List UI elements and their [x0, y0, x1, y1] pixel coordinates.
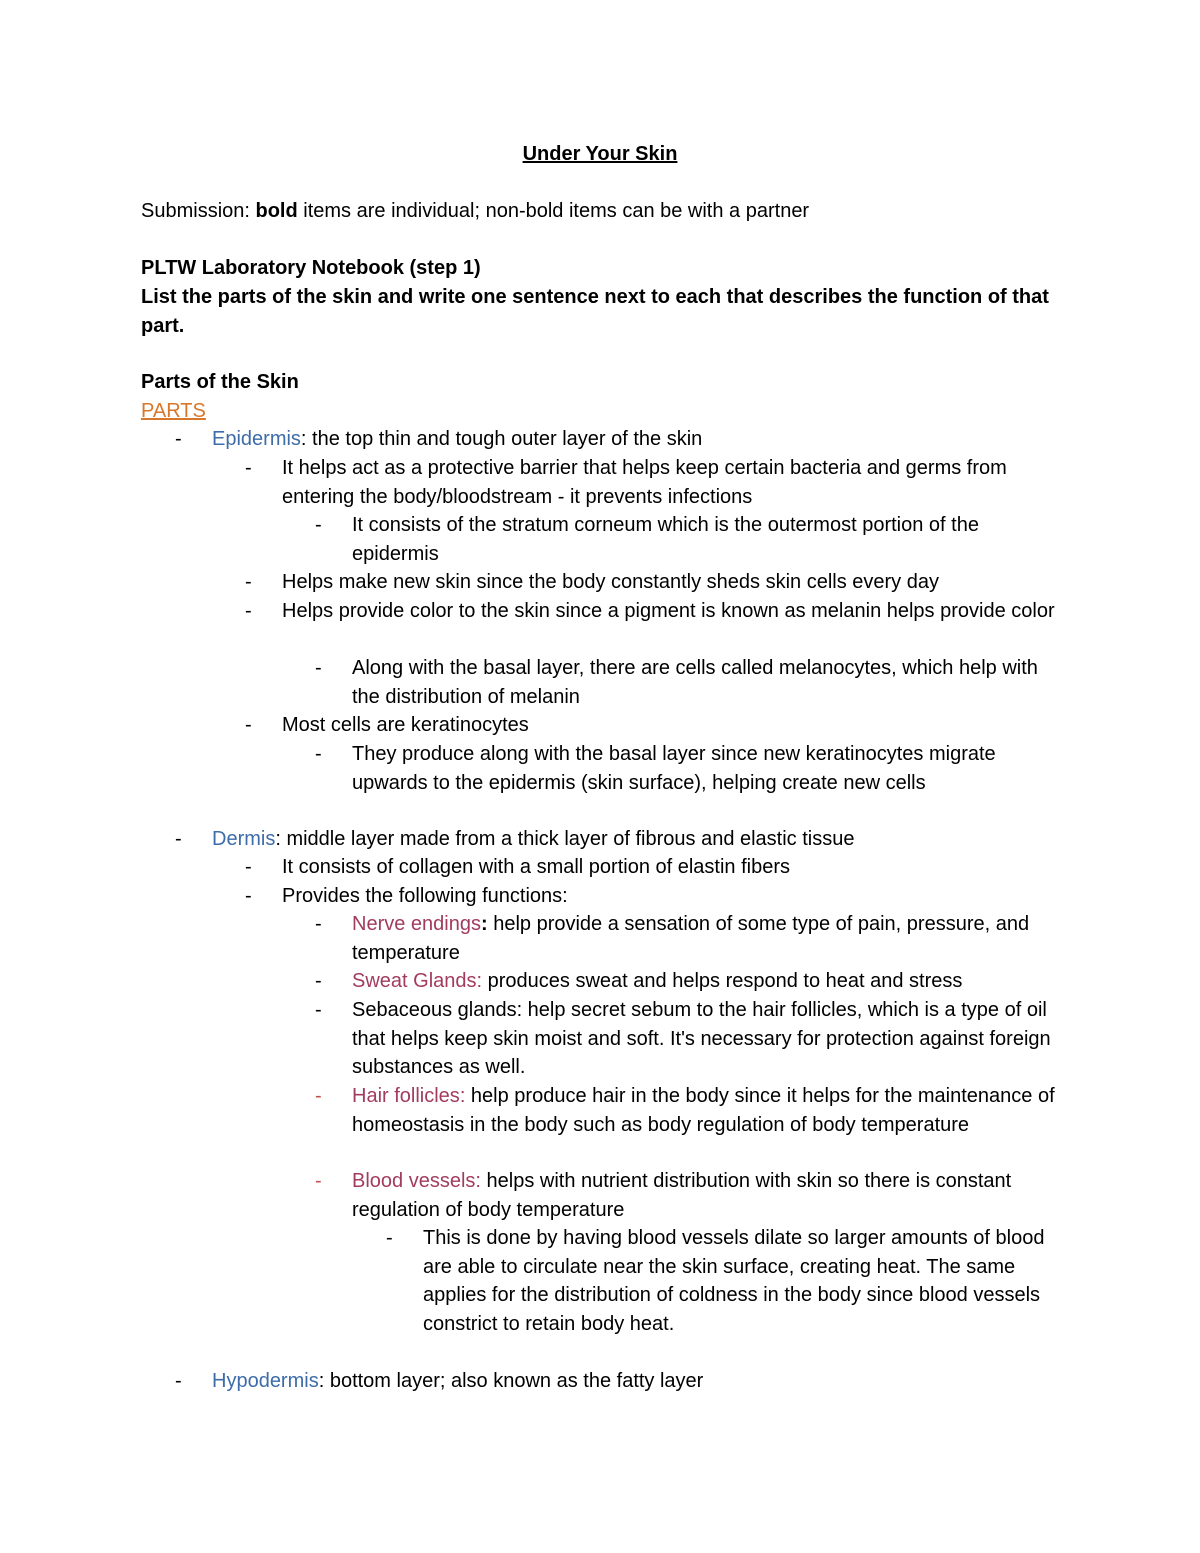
bullet-dash: -	[245, 571, 252, 593]
blood-vessels-desc: helps with nutrient distribution with skin so there is constant regulation of body temperature	[352, 1170, 1012, 1221]
dermis-point-1: It consists of collagen with a small portion of elastin fibers	[282, 856, 791, 878]
nerve-endings-term: Nerve endings	[352, 913, 481, 935]
dermis-desc: : middle layer made from a thick layer of fibrous and elastic tissue	[275, 828, 855, 850]
bullet-dash: -	[175, 1370, 182, 1392]
dermis-term: Dermis	[212, 828, 276, 850]
nerve-endings-desc: help provide a sensation of some type of pain, pressure, and temperature	[352, 913, 1030, 964]
bullet-dash: -	[386, 1227, 393, 1249]
hypodermis-term: Hypodermis	[212, 1370, 319, 1392]
blood-vessels-sep: :	[475, 1170, 481, 1192]
sebaceous-glands-desc: Sebaceous glands: help secret sebum to the hair follicles, which is a type of oil that helps keep skin moist and soft. It's necessary for protection against foreign substances as well.	[352, 999, 1051, 1079]
page-title: Under Your Skin	[522, 143, 678, 165]
hair-follicles-term: Hair follicles	[352, 1085, 460, 1107]
epidermis-point-3: Helps make new skin since the body constantly sheds skin cells every day	[282, 571, 939, 593]
submission-suffix: items are individual; non-bold items can be with a partner	[297, 200, 810, 222]
bullet-dash: -	[315, 913, 322, 935]
list-item-dermis	[175, 825, 1062, 854]
submission-prefix: Submission:	[141, 200, 256, 222]
bullet-dash: -	[315, 657, 322, 679]
epidermis-point-1: It helps act as a protective barrier that helps keep certain bacteria and germs from entering the body/bloodstream - it prevents infections	[282, 457, 1007, 508]
notebook-heading: PLTW Laboratory Notebook (step 1)	[141, 257, 481, 279]
sweat-glands-desc: produces sweat and helps respond to heat and stress	[482, 970, 963, 992]
parts-link-line	[141, 397, 1061, 426]
nerve-endings-sep: :	[480, 913, 488, 935]
epidermis-point-5: Along with the basal layer, there are cells called melanocytes, which help with the distribution of melanin	[352, 657, 1038, 708]
list-item	[315, 654, 1062, 711]
epidermis-term: Epidermis	[212, 428, 301, 450]
bullet-dash: -	[315, 999, 322, 1021]
bullet-dash: -	[175, 428, 182, 450]
list-item	[245, 454, 1062, 511]
bullet-dash: -	[315, 1170, 322, 1192]
instruction-text: List the parts of the skin and write one sentence next to each that describes the function of that part.	[141, 286, 1049, 337]
epidermis-point-6: Most cells are keratinocytes	[282, 714, 529, 736]
sweat-glands-sep: :	[476, 970, 483, 992]
list-item	[245, 711, 1062, 740]
hypodermis-desc: : bottom layer; also known as the fatty layer	[318, 1370, 704, 1392]
list-item	[245, 882, 1062, 911]
dermis-point-2: Provides the following functions:	[282, 885, 568, 907]
list-item-nerve-endings	[315, 910, 1062, 967]
bullet-dash: -	[245, 457, 252, 479]
bullet-dash: -	[315, 743, 322, 765]
bullet-dash: -	[245, 885, 252, 907]
sweat-glands-term: Sweat Glands	[352, 970, 477, 992]
submission-bold-word: bold	[255, 200, 298, 222]
hair-follicles-sep: :	[459, 1085, 466, 1107]
epidermis-point-2: It consists of the stratum corneum which is the outermost portion of the epidermis	[352, 514, 979, 565]
list-item-sweat-glands	[315, 967, 1062, 996]
bullet-dash: -	[175, 828, 182, 850]
list-item-hypodermis	[175, 1367, 1062, 1396]
epidermis-desc: : the top thin and tough outer layer of the skin	[300, 428, 703, 450]
bullet-dash: -	[315, 1085, 322, 1107]
bullet-dash: -	[315, 514, 322, 536]
list-item	[245, 853, 1062, 882]
submission-note	[141, 197, 1061, 226]
parts-link[interactable]: PARTS	[141, 400, 206, 422]
list-item	[315, 740, 1062, 797]
list-item	[315, 511, 1062, 568]
list-item-hair-follicles	[315, 1082, 1062, 1139]
list-item	[245, 597, 1062, 626]
blood-vessels-term: Blood vessels	[352, 1170, 476, 1192]
parts-heading: Parts of the Skin	[141, 371, 299, 393]
blood-vessels-detail: This is done by having blood vessels dilate so larger amounts of blood are able to circulate near the skin surface, creating heat. The same applies for the distribution of coldness in the body since blood vessels constrict to retain body heat.	[423, 1227, 1045, 1335]
list-item-blood-vessels	[315, 1167, 1062, 1224]
bullet-dash: -	[245, 600, 252, 622]
list-item	[245, 568, 1062, 597]
list-item-sebaceous-glands	[315, 996, 1062, 1082]
bullet-dash: -	[245, 714, 252, 736]
bullet-dash: -	[245, 856, 252, 878]
list-item-epidermis	[175, 425, 1062, 454]
bullet-dash: -	[315, 970, 322, 992]
hair-follicles-desc: help produce hair in the body since it helps for the maintenance of homeostasis in the body such as body regulation of body temperature	[352, 1085, 1055, 1136]
epidermis-point-4: Helps provide color to the skin since a pigment is known as melanin helps provide color	[282, 600, 1055, 622]
epidermis-point-7: They produce along with the basal layer since new keratinocytes migrate upwards to the epidermis (skin surface), helping create new cells	[352, 743, 996, 794]
list-item-blood-detail	[386, 1224, 1063, 1338]
